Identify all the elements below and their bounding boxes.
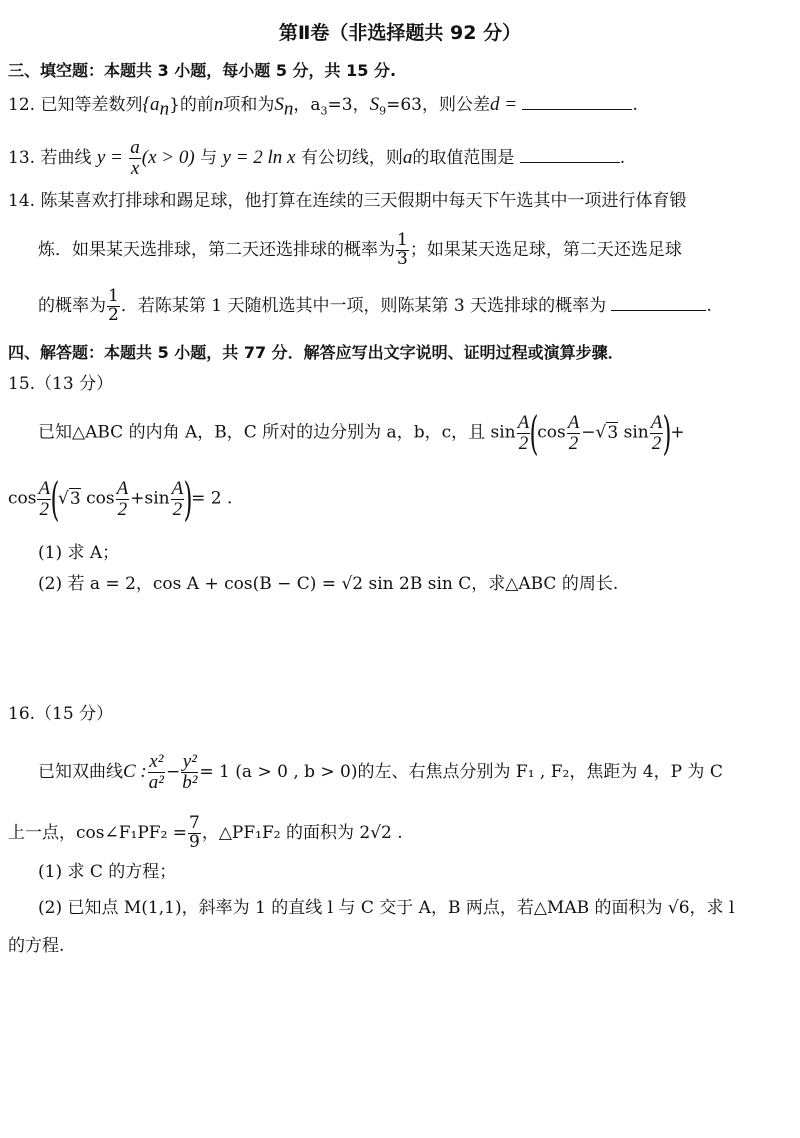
question-16-line-2: 上一点，cos∠F₁PF₂ = $\frac{7}{9}$ ，△PF₁F₂ 的面积为 2√2 .	[8, 813, 403, 852]
question-number: 13.	[8, 147, 36, 168]
question-13: 13. 若曲线 y = $\frac{a}{x}$ (x > 0) 与 y = 2 ln x 有公切线，则a的取值范围是 .	[8, 137, 626, 179]
section-3-heading: 三、填空题：本题共 3 小题，每小题 5 分，共 15 分.	[8, 61, 397, 80]
question-number: 12.	[8, 95, 36, 115]
question-15-line-2: cos $\frac{A}{2}$ (√3 cos $\frac{A}{2}$ +sin $\frac{A}{2}$ )= 2 .	[8, 472, 233, 526]
question-number: 14.	[8, 191, 36, 211]
fraction-a-over-x: $\frac{a}{x}$	[130, 137, 140, 179]
question-16-part-2-cont: 的方程.	[8, 936, 65, 956]
fraction-one-third: $\frac{1}{3}$	[397, 230, 408, 269]
section-4-heading: 四、解答题：本题共 5 小题，共 77 分．解答应写出文字说明、证明过程或演算步骤．	[8, 343, 624, 362]
question-15-line-1: 已知△ABC 的内角 A，B，C 所对的边分别为 a，b，c，且 sin $\frac{A}{2}$ (cos $\frac{A}{2}$ −√3 sin $\frac{A}{2}$ )+	[38, 406, 685, 460]
page-title: 第Ⅱ卷（非选择题共 92 分）	[278, 22, 522, 44]
answer-blank[interactable]	[522, 109, 632, 110]
question-14-line-1: 14. 陈某喜欢打排球和踢足球，他打算在连续的三天假期中每天下午选其中一项进行体育锻	[8, 191, 687, 211]
answer-blank[interactable]	[520, 162, 620, 163]
question-14-line-2: 炼．如果某天选排球，第二天还选排球的概率为 $\frac{1}{3}$ ；如果某天选足球，第二天还选足球	[38, 230, 682, 269]
question-15-header: 15.（13 分）	[8, 374, 114, 394]
question-16-line-1: 已知双曲线C : $\frac{\text{x²}}{\text{a²}}$ − $\frac{\text{y²}}{\text{b²}}$ = 1 (a > 0 , b > 0)的左、右焦点分别为 F₁ , F₂，焦距为 4，P 为 C	[38, 751, 723, 793]
question-15-part-2: (2) 若 a = 2，cos A + cos(B − C) = √2 sin 2B sin C，求△ABC 的周长.	[38, 574, 619, 594]
question-14-line-3: 的概率为 $\frac{1}{2}$ ．若陈某第 1 天随机选其中一项，则陈某第 3 天选排球的概率为 .	[38, 286, 712, 325]
question-16-part-1: (1) 求 C 的方程；	[38, 862, 177, 882]
question-15-part-1: (1) 求 A；	[38, 543, 120, 563]
question-16-part-2: (2) 已知点 M(1,1)，斜率为 1 的直线 l 与 C 交于 A，B 两点，若△MAB 的面积为 √6，求 l	[38, 898, 735, 918]
fraction-one-half: $\frac{1}{2}$	[108, 286, 119, 325]
question-16-header: 16.（15 分）	[8, 704, 114, 724]
question-12: 12. 已知等差数列$\{a_n\}$的前n项和为$S_n$，$a_3=3$，$S_9=63$，则公差d = .	[8, 94, 638, 120]
answer-blank[interactable]	[611, 310, 706, 311]
